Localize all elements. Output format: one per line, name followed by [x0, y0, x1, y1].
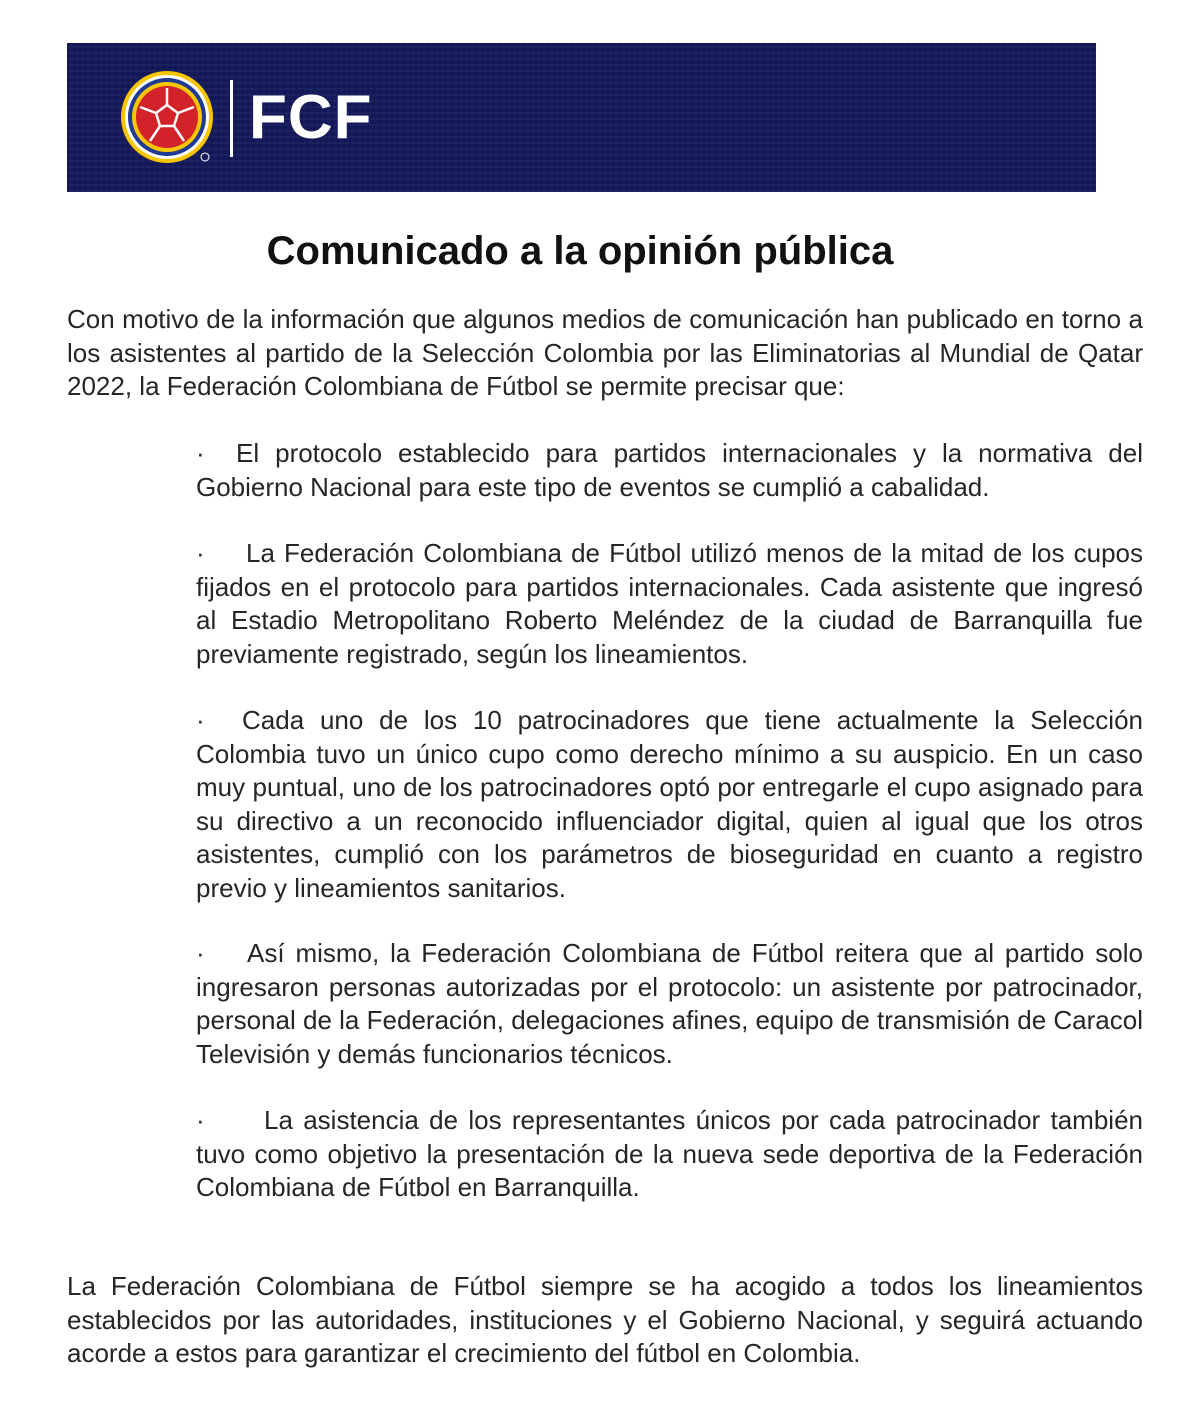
bullet-marker: · [196, 538, 205, 568]
bullet-item-4 [196, 937, 1143, 1071]
logo-divider [230, 80, 233, 157]
fcf-crest-icon [119, 69, 219, 169]
document-title: Comunicado a la opinión pública [266, 229, 894, 273]
bullet-marker: · [196, 705, 205, 735]
bullet-text: La asistencia de los representantes únicos por cada patrocinador también tuvo como objetivo la presentación de la nueva sede deportiva de la Federación Colombiana de Fútbol en Barranquilla. [196, 1105, 1143, 1202]
bullet-text: Así mismo, la Federación Colombiana de Fútbol reitera que al partido solo ingresaron personas autorizadas por el protocolo: un asistente por patrocinador, personal de la Federación, delegaciones afines, equipo de transmisión de Caracol Televisión y demás funcionarios técnicos. [196, 938, 1143, 1069]
bullet-marker: · [196, 938, 205, 968]
bullet-text: La Federación Colombiana de Fútbol utilizó menos de la mitad de los cupos fijados en el protocolo para partidos internacionales. Cada asistente que ingresó al Estadio Metropolitano Roberto Meléndez de la ciudad de Barranquilla fue previamente registrado, según los lineamientos. [196, 538, 1143, 669]
bullet-item-3 [196, 704, 1143, 905]
header-banner [67, 43, 1096, 192]
closing-paragraph: La Federación Colombiana de Fútbol siempre se ha acogido a todos los lineamientos establecidos por las autoridades, instituciones y el Gobierno Nacional, y seguirá actuando acorde a estos para garantizar el crecimiento del fútbol en Colombia. [67, 1271, 1143, 1368]
bullet-item-5 [196, 1104, 1143, 1205]
logo-text: FCF [249, 83, 373, 152]
bullet-text: El protocolo establecido para partidos internacionales y la normativa del Gobierno Nacional para este tipo de eventos se cumplió a cabalidad. [196, 438, 1143, 502]
bullet-item-2 [196, 537, 1143, 671]
intro-paragraph: Con motivo de la información que algunos medios de comunicación han publicado en torno a los asistentes al partido de la Selección Colombia por las Eliminatorias al Mundial de Qatar 2022, la Federación Colombiana de Fútbol se permite precisar que: [67, 304, 1143, 401]
bullet-marker: · [196, 438, 205, 468]
bullet-text: Cada uno de los 10 patrocinadores que tiene actualmente la Selección Colombia tuvo un único cupo como derecho mínimo a su auspicio. En un caso muy puntual, uno de los patrocinadores optó por entregarle el cupo asignado para su directivo a un reconocido influenciador digital, quien al igual que los otros asistentes, cumplió con los parámetros de bioseguridad en cuanto a registro previo y lineamientos sanitarios. [196, 705, 1143, 903]
bullet-item-1 [196, 437, 1143, 504]
bullet-marker: · [196, 1105, 205, 1135]
